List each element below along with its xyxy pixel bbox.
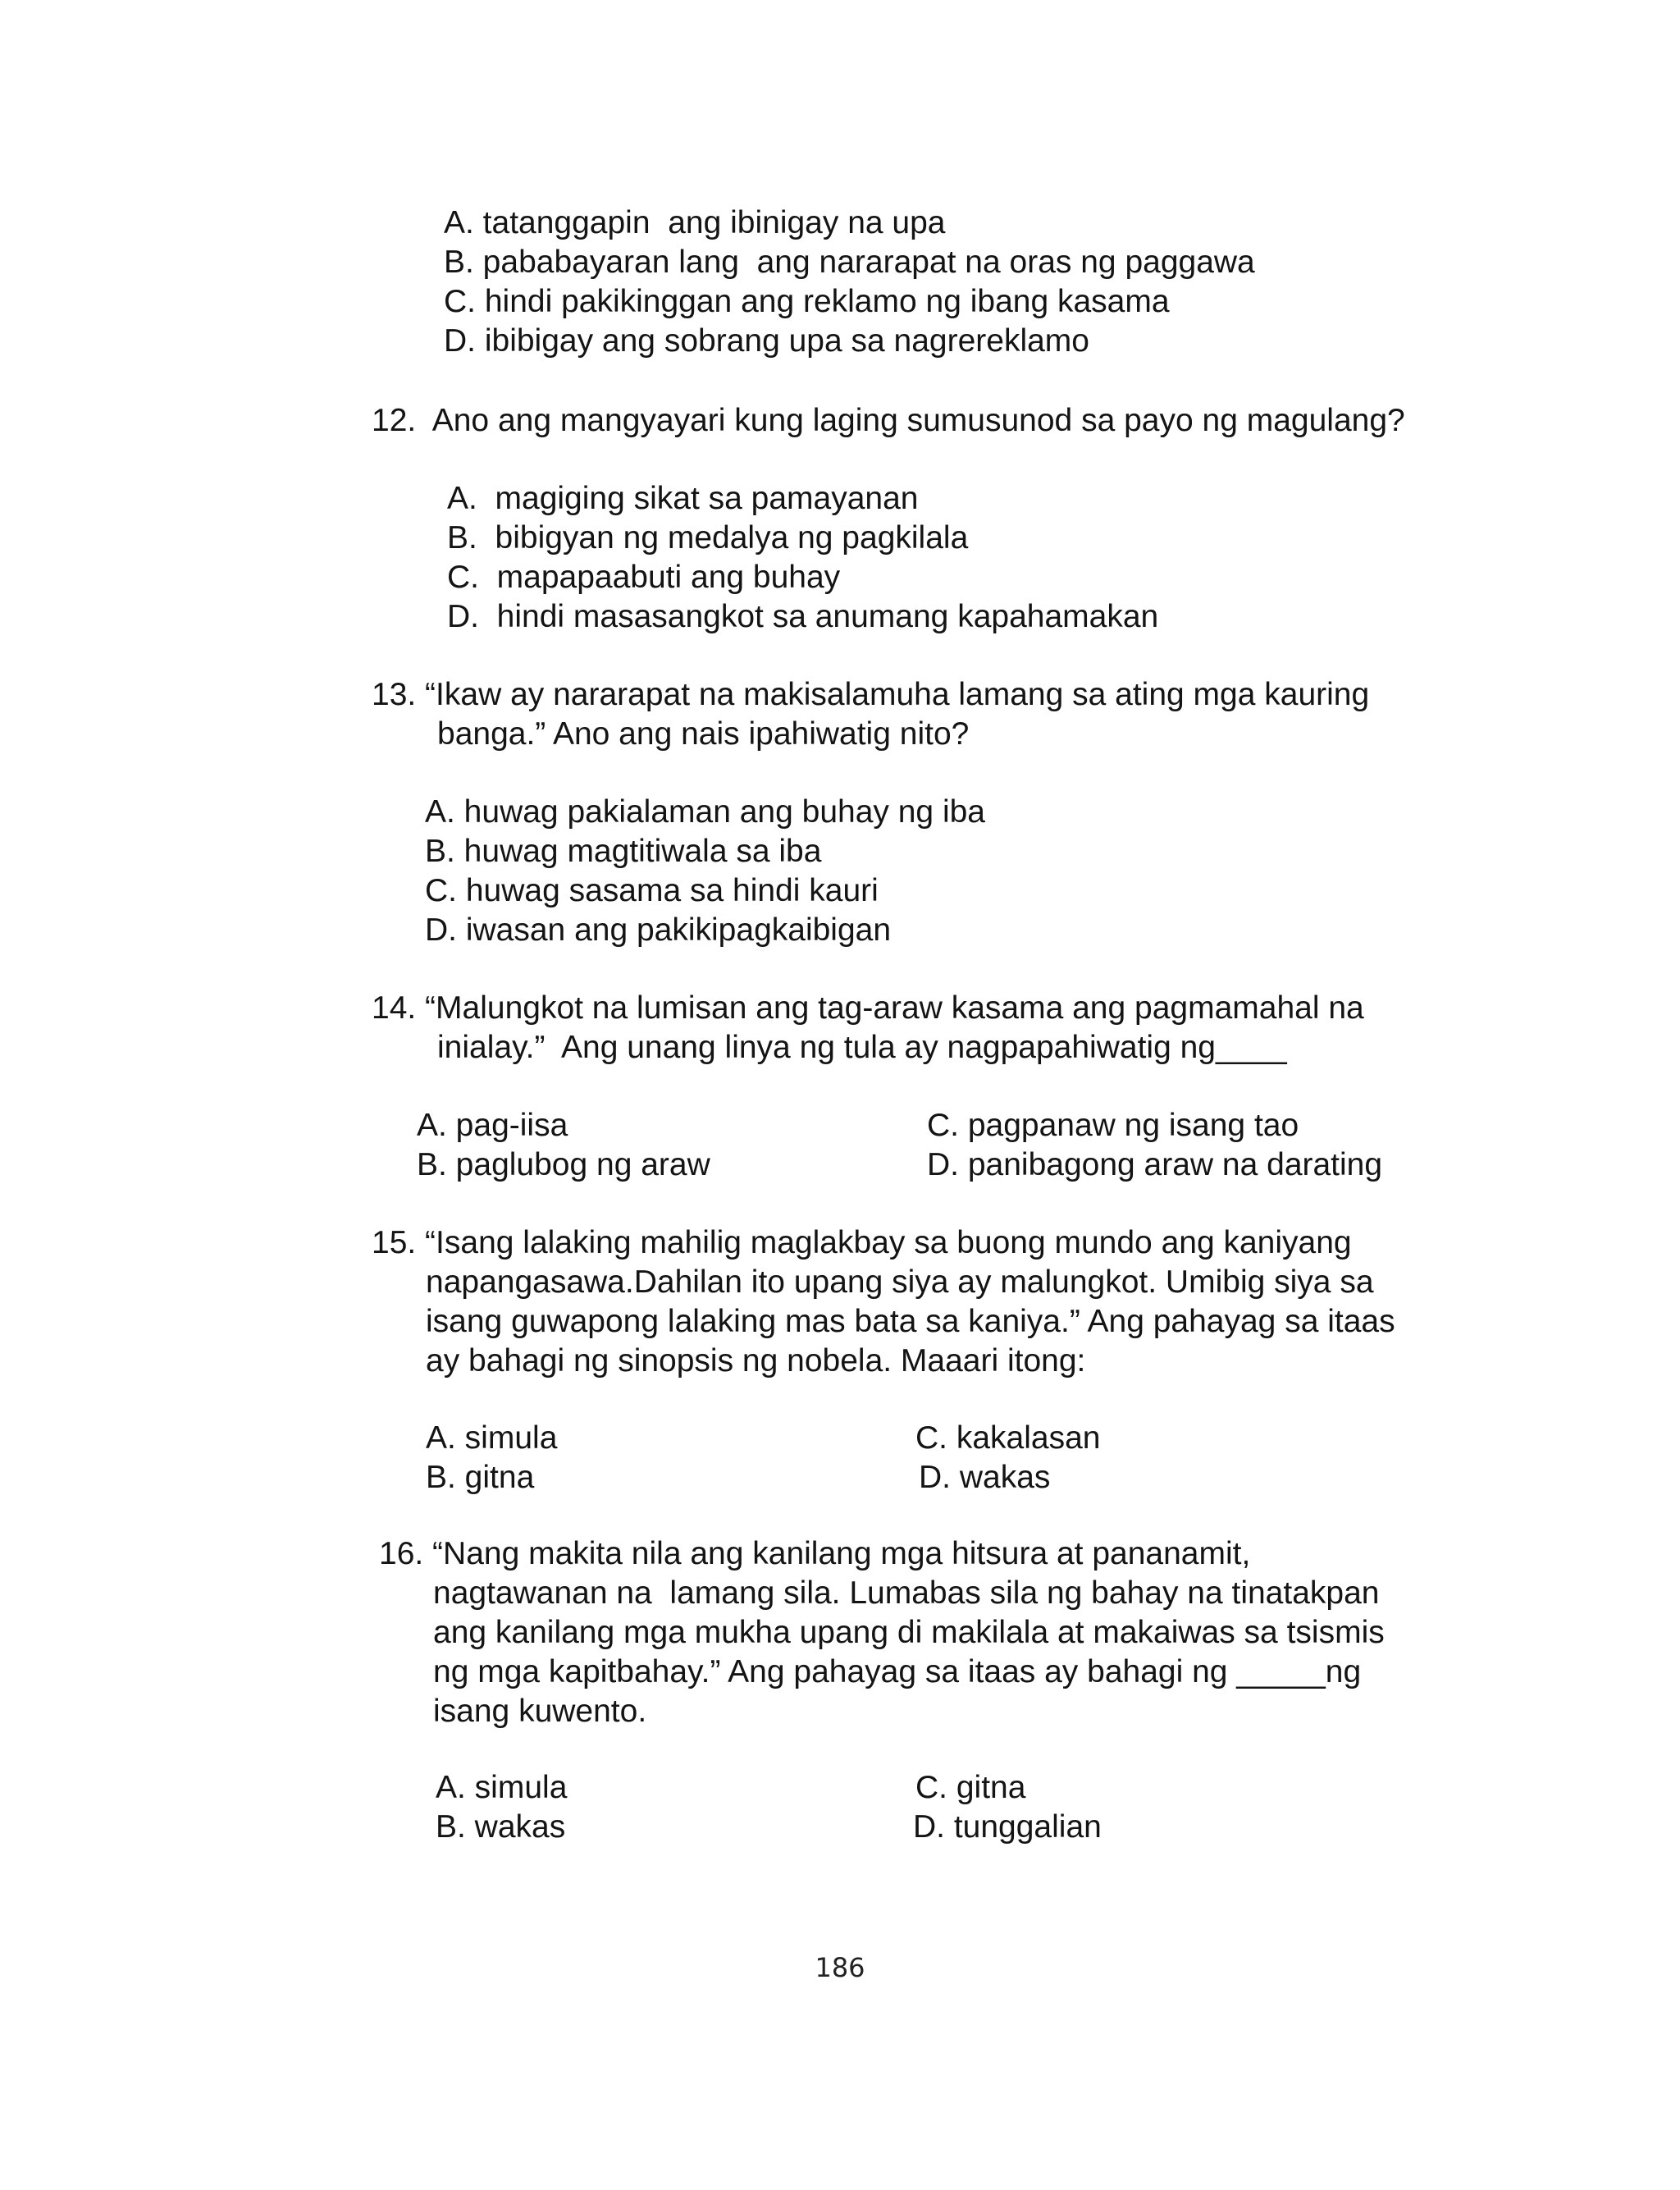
choice-12-d: D. hindi masasangkot sa anumang kapahamakan (447, 599, 1159, 634)
question-16-line-1: 16. “Nang makita nila ang kanilang mga hitsura at pananamit, (379, 1536, 1251, 1571)
choice-11-a: A. tatanggapin ang ibinigay na upa (444, 205, 946, 240)
question-13-line-2: banga.” Ano ang nais ipahiwatig nito? (437, 716, 970, 752)
choice-15-c: C. kakalasan (915, 1420, 1101, 1456)
choice-13-b: B. huwag magtitiwala sa iba (425, 834, 822, 869)
question-14-line-2: inialay.” Ang unang linya ng tula ay nagpapahiwatig ng____ (437, 1030, 1287, 1065)
choice-12-c: C. mapapaabuti ang buhay (447, 560, 841, 595)
choice-14-b: B. paglubog ng araw (417, 1147, 710, 1182)
choice-13-d: D. iwasan ang pakikipagkaibigan (425, 912, 892, 948)
choice-16-c: C. gitna (915, 1770, 1026, 1805)
question-14-line-1: 14. “Malungkot na lumisan ang tag-araw kasama ang pagmamahal na (372, 990, 1364, 1026)
choice-16-d: D. tunggalian (913, 1809, 1102, 1845)
question-16-line-5: isang kuwento. (433, 1694, 647, 1729)
choice-13-a: A. huwag pakialaman ang buhay ng iba (425, 794, 985, 830)
choice-12-a: A. magiging sikat sa pamayanan (447, 481, 919, 516)
choice-14-c: C. pagpanaw ng isang tao (927, 1108, 1299, 1143)
choice-11-c: C. hindi pakikinggan ang reklamo ng ibang kasama (444, 284, 1170, 319)
choice-15-b: B. gitna (426, 1460, 535, 1495)
choice-15-a: A. simula (426, 1420, 558, 1456)
question-15-line-4: ay bahagi ng sinopsis ng nobela. Maaari itong: (426, 1343, 1086, 1378)
question-12-text: 12. Ano ang mangyayari kung laging sumusunod sa payo ng magulang? (372, 403, 1405, 438)
question-15-line-2: napangasawa.Dahilan ito upang siya ay malungkot. Umibig siya sa (426, 1264, 1374, 1300)
page-number: 186 (815, 1952, 865, 1983)
choice-14-a: A. pag-iisa (417, 1108, 568, 1143)
choice-11-b: B. pababayaran lang ang nararapat na oras ng paggawa (444, 245, 1255, 280)
choice-16-a: A. simula (436, 1770, 568, 1805)
question-13-line-1: 13. “Ikaw ay nararapat na makisalamuha lamang sa ating mga kauring (372, 677, 1370, 712)
choice-11-d: D. ibibigay ang sobrang upa sa nagrereklamo (444, 323, 1089, 359)
question-16-line-2: nagtawanan na lamang sila. Lumabas sila ng bahay na tinatakpan (433, 1575, 1380, 1611)
question-16-line-4: ng mga kapitbahay.” Ang pahayag sa itaas ay bahagi ng _____ng (433, 1654, 1362, 1689)
question-16-line-3: ang kanilang mga mukha upang di makilala at makaiwas sa tsismis (433, 1615, 1385, 1650)
question-15-line-1: 15. “Isang lalaking mahilig maglakbay sa buong mundo ang kaniyang (372, 1225, 1352, 1260)
choice-15-d: D. wakas (919, 1460, 1051, 1495)
question-15-line-3: isang guwapong lalaking mas bata sa kaniya.” Ang pahayag sa itaas (426, 1304, 1395, 1339)
choice-14-d: D. panibagong araw na darating (927, 1147, 1383, 1182)
choice-12-b: B. bibigyan ng medalya ng pagkilala (447, 520, 969, 556)
choice-16-b: B. wakas (436, 1809, 566, 1845)
choice-13-c: C. huwag sasama sa hindi kauri (425, 873, 879, 908)
